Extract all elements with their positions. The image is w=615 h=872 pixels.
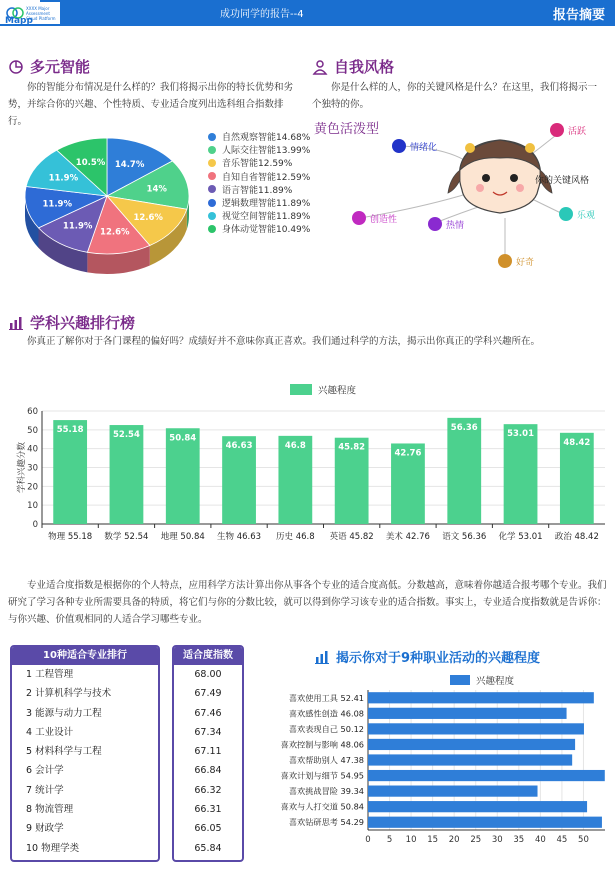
trait-label: 情绪化: [410, 142, 438, 153]
major-row: 5 材料科学与工程: [26, 746, 102, 758]
style-type-label: 黄色活泼型: [314, 122, 380, 137]
major-row: 1 工程管理: [26, 669, 74, 680]
major-table-body: [12, 665, 158, 858]
y-tick-label: 喜欢感性创造 46.08: [288, 708, 364, 719]
pie-slice-label: 11.9%: [42, 199, 73, 210]
x-tick-label: 历史 46.8: [276, 532, 315, 542]
style-diagram: [310, 118, 610, 278]
legend-dot: [208, 199, 216, 207]
career-title-text: 揭示你对于9种职业活动的兴趣程度: [336, 651, 541, 666]
legend-label: 人际交往智能13.99%: [222, 146, 311, 157]
style-desc: 你是什么样的人，你的关键风格是什么？在这里，我们将揭示一个独特的你。: [312, 82, 598, 110]
trait-dot: [550, 123, 564, 137]
legend-swatch: [450, 675, 470, 685]
intelligence-pie-chart: [22, 136, 192, 286]
score-cell: 68.00: [194, 669, 222, 680]
career-bar-chart: [250, 670, 615, 870]
legend-dot: [208, 185, 216, 193]
score-cell: 66.32: [194, 784, 222, 796]
legend-item: [208, 170, 310, 183]
pie-slice-label: 12.6%: [133, 213, 163, 224]
career-section-title: [314, 647, 540, 666]
trait-passionate: [428, 217, 464, 231]
y-axis-label: 学科兴趣分数: [17, 441, 27, 494]
score-table: [172, 645, 244, 862]
bar: [368, 817, 602, 828]
legend-item: [208, 156, 292, 169]
person-icon: [312, 59, 328, 75]
major-row: 6 会计学: [26, 765, 64, 777]
bar-value-label: 42.76: [394, 448, 422, 459]
trait-emotional: [392, 139, 437, 153]
major-table-header: 10种适合专业排行: [12, 647, 158, 665]
logo: [2, 2, 60, 24]
x-tick-label: 地理 50.84: [160, 532, 205, 542]
intelligence-desc: 你的智能分布情况是什么样的？我们将揭示出你的特长优势和劣势，并综合你的兴趣、个性特质、专业适合度列出选科组合指数排行。: [8, 82, 294, 127]
bar: [368, 801, 587, 812]
bar-value-label: 52.54: [113, 430, 140, 441]
legend-item: [208, 222, 310, 235]
major-row: 3 能源与动力工程: [26, 707, 102, 719]
bar-chart-icon: [8, 315, 24, 331]
pie-slice-label: 14.7%: [114, 159, 145, 170]
legend-dot: [208, 146, 216, 154]
pie-slice-label: 10.5%: [75, 157, 106, 168]
score-cell: 66.05: [194, 823, 222, 835]
bar-value-label: 46.63: [225, 441, 253, 452]
legend-label: 自然观察智能14.68%: [222, 133, 311, 143]
page-title: 成功同学的报告--4: [220, 9, 304, 20]
x-tick-label: 15: [427, 835, 439, 845]
bar-value-label: 48.42: [563, 437, 591, 448]
x-tick-label: 10: [405, 835, 417, 845]
major-row: 4 工业设计: [26, 726, 74, 738]
x-tick-label: 化学 53.01: [498, 532, 543, 542]
trait-creative: [352, 211, 397, 225]
y-tick-label: 20: [27, 482, 38, 493]
header-bar: [40, 0, 615, 24]
y-tick-label: 30: [27, 463, 38, 474]
key-style-label: [535, 173, 589, 186]
y-tick-label: 喜欢计划与细节 54.95: [280, 770, 364, 781]
pie-slice-label: 11.9%: [48, 173, 79, 184]
bar-value-label: 56.36: [450, 422, 478, 433]
bar-value-label: 46.8: [284, 440, 306, 451]
style-section-title: [312, 56, 394, 77]
intelligence-title-text: 多元智能: [30, 58, 91, 76]
major-table: [10, 645, 160, 862]
trait-curious: [498, 254, 534, 268]
major-row: 8 物流管理: [26, 804, 74, 816]
x-tick-label: 政治 48.42: [554, 532, 599, 542]
legend-dot: [208, 159, 216, 167]
legend-dot: [208, 212, 216, 220]
major-desc: 专业适合度指数是根据你的个人特点，应用科学方法计算出你从事各个专业的适合度高低。分数越高，意味着你越适合报考哪个专业。我们研究了学习各种专业所需要具备的特质，将它们与你的分数比较，就可以得到你学习该专业的适合指数。事实上，专业适合度指数就是告诉你：与你兴趣、价值观相同的人适合学习哪些专业。: [8, 580, 607, 625]
score-table-header: 适合度指数: [174, 647, 242, 665]
legend-label: 音乐智能12.59%: [222, 159, 293, 170]
x-tick-label: 语文 56.36: [442, 532, 487, 542]
y-tick-label: 喜欢钻研思考 54.29: [288, 817, 364, 828]
legend-label: 逻辑数理智能11.89%: [222, 199, 311, 209]
trait-dot: [428, 217, 442, 231]
x-tick-label: 0: [365, 835, 371, 845]
x-tick-label: 美术 42.76: [385, 532, 430, 542]
header: [0, 0, 615, 26]
trait-active: [550, 123, 586, 137]
major-row: 9 财政学: [26, 823, 64, 835]
subject-bar-chart: [0, 376, 615, 551]
bar: [447, 418, 481, 524]
trait-optimistic: [559, 207, 595, 221]
x-tick-label: 生物 46.63: [217, 532, 262, 542]
trait-label: 活跃: [568, 126, 587, 137]
pie-slice-label: 14%: [146, 184, 167, 195]
bar: [368, 770, 605, 781]
y-tick-label: 喜欢与人打交道 50.84: [280, 801, 364, 812]
trait-label: 好奇: [516, 257, 535, 268]
x-tick-label: 35: [513, 835, 525, 845]
pie-slice-label: 12.6%: [100, 227, 130, 238]
score-table-body: [174, 665, 242, 858]
y-tick-label: 喜欢挑战冒险 39.34: [288, 786, 364, 797]
y-tick-label: 10: [27, 501, 38, 512]
y-tick-label: 50: [27, 425, 38, 436]
header-section-label: 报告摘要: [552, 8, 605, 23]
legend-item: [208, 196, 310, 209]
bar: [368, 708, 567, 719]
legend-dot: [208, 225, 216, 233]
x-tick-label: 物理 55.18: [48, 532, 93, 542]
bar: [368, 754, 572, 765]
x-tick-label: 45: [556, 835, 568, 845]
legend-label: 兴趣程度: [318, 385, 357, 397]
subject-title-text: 学科兴趣排行榜: [30, 314, 136, 332]
x-tick-label: 英语 45.82: [329, 532, 374, 542]
legend-dot: [208, 133, 216, 141]
intelligence-section-title: [8, 56, 90, 77]
pie-chart-icon: [8, 59, 24, 75]
major-row: 7 统计学: [26, 784, 64, 796]
bar: [368, 723, 584, 734]
legend-swatch: [290, 384, 312, 395]
trait-dot: [498, 254, 512, 268]
major-row: 10 物理学类: [26, 842, 80, 854]
score-cell: 65.84: [194, 842, 222, 854]
legend-label: 自知自省智能12.59%: [222, 172, 311, 183]
bar-value-label: 55.18: [56, 425, 84, 436]
legend-item: [208, 183, 292, 196]
style-title-text: 自我风格: [334, 58, 395, 76]
bar-chart-icon: [314, 649, 330, 665]
y-tick-label: 喜欢控制与影响 48.06: [280, 739, 364, 750]
score-cell: 67.46: [194, 707, 222, 719]
x-tick-label: 50: [578, 835, 589, 845]
legend-item: [208, 130, 310, 143]
y-tick-label: 喜欢帮助别人 47.38: [288, 755, 364, 765]
y-tick-label: 40: [27, 444, 38, 455]
trait-dot: [392, 139, 406, 153]
bar: [368, 692, 594, 703]
bar: [53, 420, 87, 524]
legend-dot: [208, 172, 216, 180]
score-cell: 67.11: [194, 746, 222, 758]
legend-label: 兴趣程度: [476, 676, 515, 687]
y-tick-label: 喜欢表现自己 50.12: [288, 723, 364, 734]
score-cell: 66.31: [194, 804, 222, 816]
bar: [368, 786, 538, 797]
legend-label: 视觉空间智能11.89%: [222, 212, 311, 223]
y-tick-label: 喜欢使用工具 52.41: [288, 692, 364, 703]
legend-item: [208, 143, 310, 156]
score-cell: 66.84: [194, 765, 222, 777]
x-tick-label: 40: [534, 835, 546, 845]
x-tick-label: 30: [491, 835, 503, 845]
legend-label: 语言智能11.89%: [222, 185, 293, 196]
score-cell: 67.34: [194, 726, 222, 738]
bar: [368, 739, 575, 750]
y-tick-label: 60: [27, 407, 38, 417]
trait-label: 乐观: [577, 210, 596, 221]
legend-item: [208, 209, 310, 222]
score-cell: 67.49: [194, 688, 222, 700]
major-row: 2 计算机科学与技术: [26, 688, 112, 700]
legend-label: 身体动觉智能10.49%: [222, 225, 311, 236]
subject-section-title: [8, 312, 135, 333]
x-tick-label: 25: [470, 835, 482, 845]
bar-value-label: 53.01: [507, 429, 534, 440]
x-tick-label: 20: [448, 835, 460, 845]
logo-sub: XXXX Major Assessment Cloud Platform: [26, 6, 56, 21]
x-tick-label: 数学 52.54: [104, 532, 149, 542]
trait-label: 热情: [446, 220, 465, 231]
trait-label: 创造性: [370, 214, 398, 225]
bar-value-label: 50.84: [169, 433, 197, 444]
trait-dot: [559, 207, 573, 221]
y-tick-label: 0: [32, 520, 38, 530]
center-label: 你的关键风格: [535, 176, 590, 186]
x-tick-label: 5: [386, 835, 393, 845]
pie-slice-label: 11.9%: [62, 221, 93, 232]
trait-dot: [352, 211, 366, 225]
subject-desc: 你真正了解你对于各门课程的偏好吗？成绩好并不意味你真正喜欢。我们通过科学的方法，揭示出你真正的学科兴趣所在。: [27, 336, 541, 347]
logo-text: Mapp: [5, 16, 33, 24]
bar-value-label: 45.82: [338, 442, 366, 453]
